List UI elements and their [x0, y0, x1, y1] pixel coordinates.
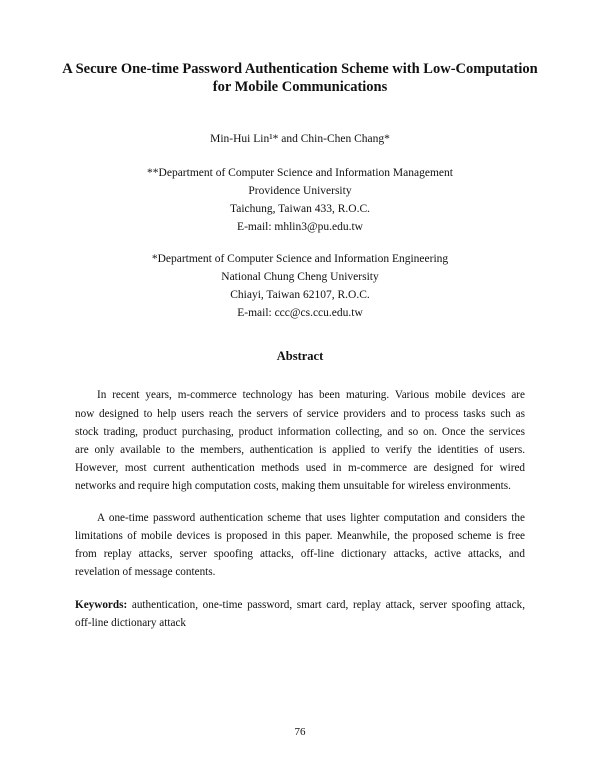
affiliation2-email: E-mail: ccc@cs.ccu.edu.tw	[237, 307, 363, 319]
abstract-p2-line-2: limitations of mobile devices is proposed in this paper. Meanwhile, the proposed scheme is free	[75, 530, 525, 542]
affiliation1-line-3: Taichung, Taiwan 433, R.O.C.	[230, 203, 370, 215]
affiliation1-line-1: **Department of Computer Science and Information Management	[147, 167, 453, 179]
title-line-1: A Secure One-time Password Authentication Scheme with Low-Computation	[62, 61, 538, 77]
paper-title	[40, 60, 560, 96]
abstract-p1-line-6: networks and require high computation costs, making them unsuitable for wireless environments.	[75, 480, 511, 492]
affiliation1-email: E-mail: mhlin3@pu.edu.tw	[237, 221, 363, 233]
keywords-line-2: off-line dictionary attack	[75, 617, 187, 629]
abstract-heading: Abstract	[276, 349, 324, 363]
abstract-p2-line-3: from replay attacks, server spoofing attacks, off-line dictionary attacks, active attacks, and	[75, 548, 525, 560]
abstract-p1-line-1: In recent years, m-commerce technology has been maturing. Various mobile devices are	[97, 389, 525, 401]
affiliation2-line-1: *Department of Computer Science and Information Engineering	[151, 253, 449, 265]
affiliation1-line-2: Providence University	[248, 185, 352, 197]
abstract-p2-line-4: revelation of message contents.	[75, 566, 216, 578]
title-line-2: for Mobile Communications	[212, 79, 388, 95]
author-line: Min-Hui Lin¹* and Chin-Chen Chang*	[210, 133, 390, 145]
abstract-p2-line-1: A one-time password authentication scheme that uses lighter computation and considers the	[97, 512, 525, 524]
abstract-p1-line-2: now designed to help users reach the servers of service providers and to process tasks such as	[75, 408, 525, 420]
abstract-p1-line-3: stock trading, product purchasing, product information collecting, and so on. Once the services	[75, 426, 525, 438]
keywords-line-1	[75, 598, 525, 612]
abstract-p1-line-4: are only available to the members, authentication is applied to verify the identities of users.	[75, 444, 525, 456]
affiliation2-line-2: National Chung Cheng University	[221, 271, 379, 283]
keywords-text-1: authentication, one-time password, smart card, replay attack, server spoofing attack,	[127, 599, 525, 611]
keywords-label: Keywords:	[75, 599, 128, 611]
abstract-p1-line-5: However, most current authentication methods used in m-commerce are designed for wired	[75, 462, 525, 474]
affiliation2-line-3: Chiayi, Taiwan 62107, R.O.C.	[230, 289, 370, 301]
page-number: 76	[294, 726, 306, 738]
